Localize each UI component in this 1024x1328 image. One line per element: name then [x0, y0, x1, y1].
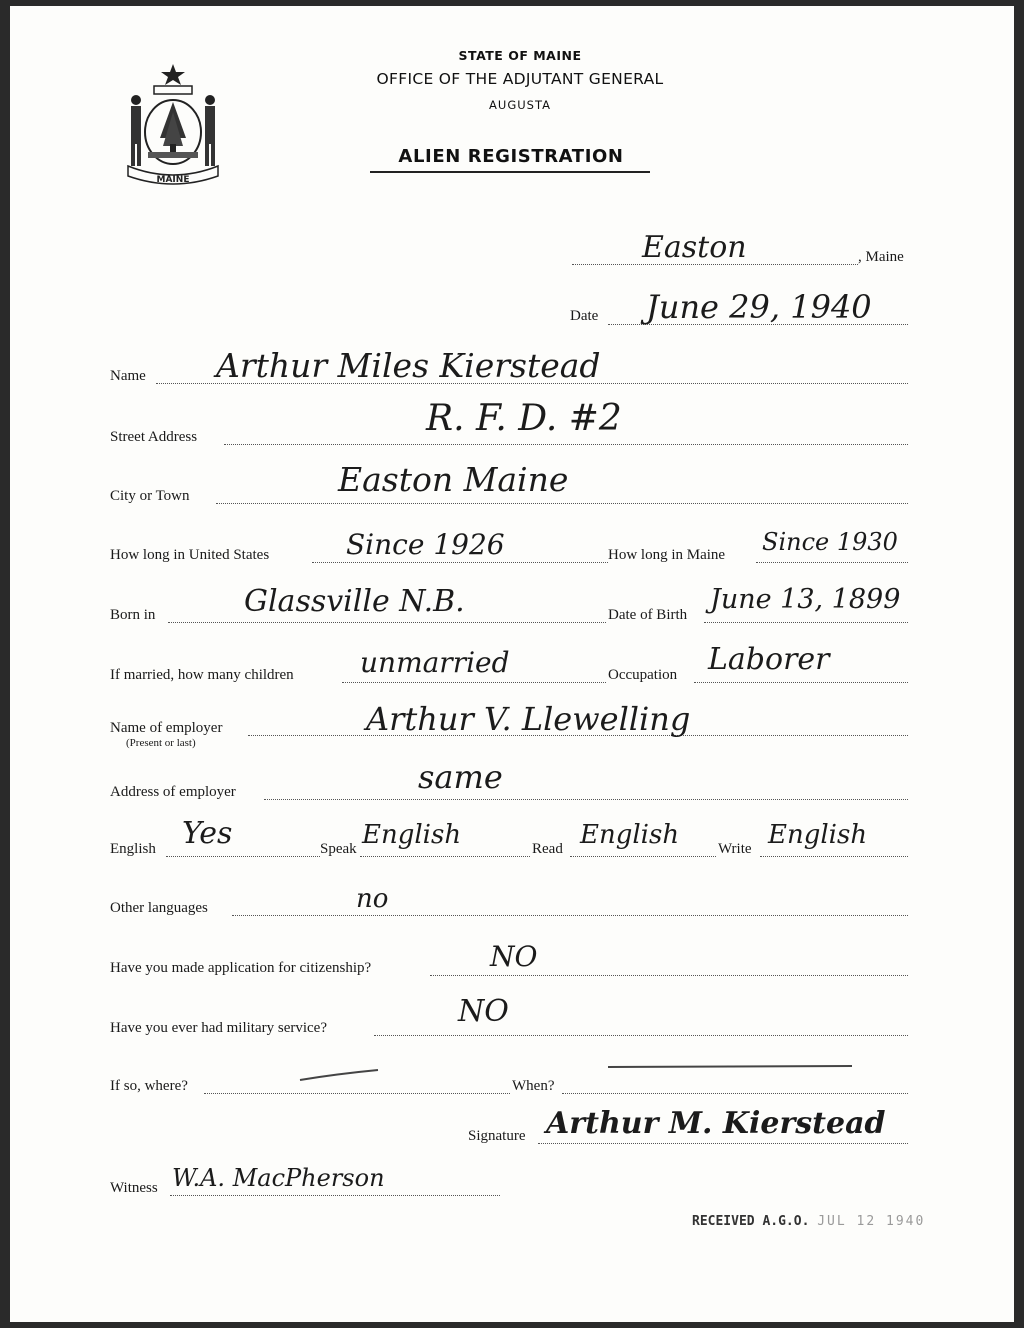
- employer-sublabel: (Present or last): [126, 737, 196, 749]
- received-stamp: [692, 1214, 925, 1229]
- speak-label: Speak: [320, 841, 357, 857]
- speak-line: [360, 856, 530, 857]
- maine-state-seal-icon: [118, 60, 228, 190]
- if-so-where-line: [204, 1093, 510, 1094]
- form-title: ALIEN REGISTRATION: [398, 146, 624, 167]
- signature-value: Arthur M. Kierstead: [546, 1106, 886, 1141]
- children-label: If married, how many children: [110, 667, 294, 683]
- how-long-us-line: [312, 562, 608, 563]
- occupation-label: Occupation: [608, 667, 678, 683]
- street-address-value: R. F. D. #2: [426, 398, 622, 439]
- received-stamp-date: JUL 12 1940: [817, 1214, 926, 1229]
- write-label: Write: [718, 841, 752, 857]
- office-heading: OFFICE OF THE ADJUTANT GENERAL: [376, 70, 664, 88]
- employer-label: Name of employer: [110, 720, 223, 736]
- date-of-birth-line: [704, 622, 908, 623]
- city-or-town-line: [216, 503, 908, 504]
- how-long-us-label: How long in United States: [110, 547, 270, 563]
- write-line: [760, 856, 908, 857]
- city-or-town-label: City or Town: [110, 488, 190, 504]
- city-or-town-value: Easton Maine: [338, 460, 569, 499]
- seal-banner-text: MAINE: [156, 175, 190, 185]
- how-long-maine-value: Since 1930: [762, 528, 898, 556]
- read-value: English: [580, 820, 680, 850]
- witness-value: W.A. MacPherson: [172, 1164, 385, 1192]
- employer-address-line: [264, 799, 908, 800]
- employer-value: Arthur V. Llewelling: [366, 700, 691, 738]
- how-long-us-value: Since 1926: [346, 528, 505, 561]
- other-languages-line: [232, 915, 908, 916]
- alien-registration-form: [10, 6, 1014, 1322]
- if-so-where-label: If so, where?: [110, 1078, 188, 1094]
- date-of-birth-value: June 13, 1899: [710, 584, 901, 615]
- children-value: unmarried: [360, 646, 510, 679]
- born-in-label: Born in: [110, 607, 156, 623]
- city-heading: AUGUSTA: [489, 98, 551, 112]
- other-languages-value: no: [356, 884, 389, 914]
- date-value: June 29, 1940: [646, 288, 872, 326]
- born-in-line: [168, 622, 606, 623]
- name-value: Arthur Miles Kierstead: [216, 346, 601, 385]
- witness-label: Witness: [110, 1180, 158, 1196]
- street-address-line: [224, 444, 908, 445]
- how-long-maine-label: How long in Maine: [608, 547, 726, 563]
- street-address-label: Street Address: [110, 429, 198, 445]
- read-label: Read: [532, 841, 563, 857]
- where-when-dash-strokes: [296, 1062, 896, 1086]
- write-value: English: [768, 820, 868, 850]
- military-line: [374, 1035, 908, 1036]
- title-underline: [370, 171, 650, 173]
- signature-line: [538, 1143, 908, 1144]
- children-line: [342, 682, 606, 683]
- english-line: [166, 856, 320, 857]
- maine-suffix-label: , Maine: [858, 249, 904, 265]
- citizenship-line: [430, 975, 908, 976]
- english-value: Yes: [182, 816, 233, 851]
- state-heading: STATE OF MAINE: [458, 48, 582, 63]
- witness-line: [170, 1195, 500, 1196]
- date-label: Date: [570, 308, 599, 324]
- english-label: English: [110, 841, 156, 857]
- name-label: Name: [110, 368, 146, 384]
- military-value: NO: [458, 994, 509, 1029]
- speak-value: English: [362, 820, 462, 850]
- other-languages-label: Other languages: [110, 900, 208, 916]
- town-value: Easton: [642, 230, 747, 265]
- born-in-value: Glassville N.B.: [244, 584, 465, 619]
- date-of-birth-label: Date of Birth: [608, 607, 688, 623]
- employer-address-value: same: [418, 758, 503, 796]
- occupation-line: [694, 682, 908, 683]
- occupation-value: Laborer: [708, 642, 830, 677]
- citizenship-value: NO: [490, 940, 538, 973]
- read-line: [570, 856, 716, 857]
- employer-address-label: Address of employer: [110, 784, 236, 800]
- how-long-maine-line: [756, 562, 908, 563]
- received-stamp-text: RECEIVED A.G.O.: [692, 1214, 810, 1229]
- citizenship-label: Have you made application for citizenship?: [110, 960, 372, 976]
- when-line: [562, 1093, 908, 1094]
- when-label: When?: [512, 1078, 555, 1094]
- military-label: Have you ever had military service?: [110, 1020, 327, 1036]
- signature-label: Signature: [468, 1128, 526, 1144]
